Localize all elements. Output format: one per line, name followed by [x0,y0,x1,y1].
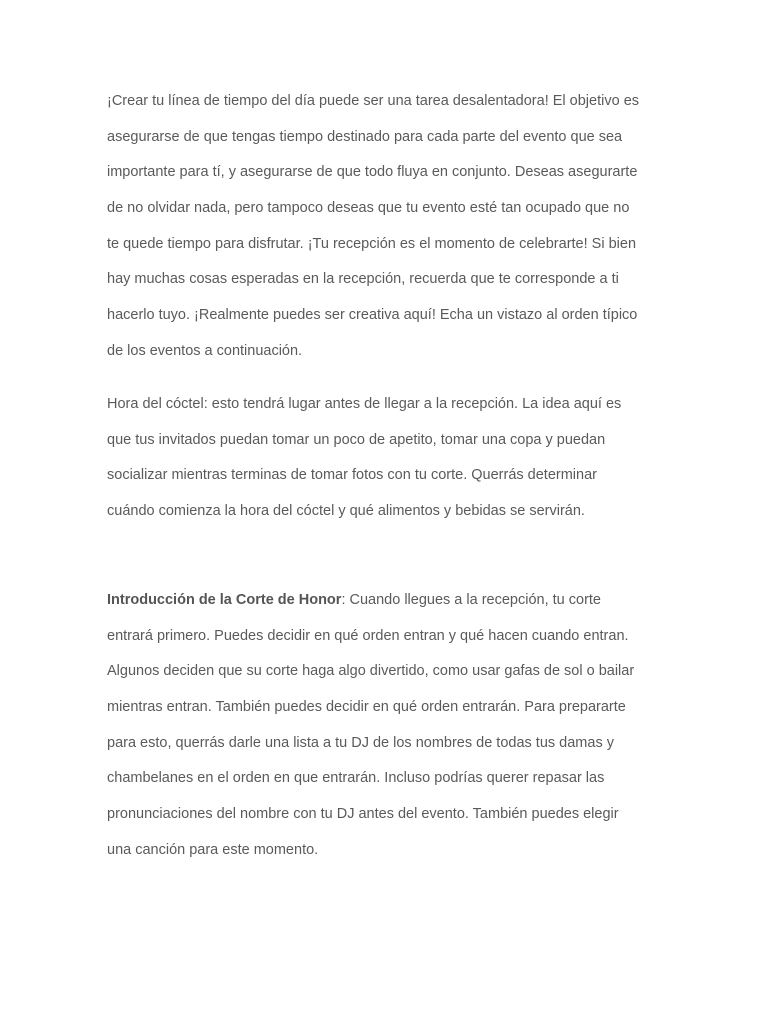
text-line: cuándo comienza la hora del cóctel y qué alimentos y bebidas se servirán. [107,503,585,520]
text-line: una canción para este momento. [107,841,319,858]
paragraph-heading: Introducción de la Corte de Honor [107,592,342,608]
text-line: de no olvidar nada, pero tampoco deseas que tu evento esté tan ocupado que no [107,200,630,217]
text-line: Algunos deciden que su corte haga algo divertido, como usar gafas de sol o bailar [107,663,635,680]
text-line: que tus invitados puedan tomar un poco de apetito, tomar una copa y puedan [107,431,606,448]
paragraph-court-introduction [107,583,634,869]
text-line [107,583,634,619]
text-line: de los eventos a continuación. [107,342,303,359]
paragraph-timeline-intro [107,84,639,370]
text-line: pronunciaciones del nombre con tu DJ antes del evento. También puedes elegir [107,806,619,823]
text-line: asegurarse de que tengas tiempo destinado para cada parte del evento que sea [107,128,623,145]
text-line: para esto, querrás darle una lista a tu DJ de los nombres de todas tus damas y [107,734,614,751]
text-line: entrará primero. Puedes decidir en qué orden entran y qué hacen cuando entran. [107,627,629,644]
heading-line-rest: : Cuando llegues a la recepción, tu corte [341,592,601,608]
text-line: te quede tiempo para disfrutar. ¡Tu recepción es el momento de celebrarte! Si bien [107,235,637,252]
text-line: mientras entran. También puedes decidir en qué orden entrarán. Para prepararte [107,699,626,716]
text-line: ¡Crear tu línea de tiempo del día puede ser una tarea desalentadora! El objetivo es [107,93,640,109]
text-line: hay muchas cosas esperadas en la recepción, recuerda que te corresponde a ti [107,271,619,288]
text-line: importante para tí, y asegurarse de que todo fluya en conjunto. Deseas asegurarte [107,164,638,181]
text-line: hacerlo tuyo. ¡Realmente puedes ser creativa aquí! Echa un vistazo al orden típico [107,307,638,324]
text-line: socializar mientras terminas de tomar fotos con tu corte. Querrás determinar [107,467,597,484]
text-line: chambelanes en el orden en que entrarán. Incluso podrías querer repasar las [107,770,605,787]
text-line: Hora del cóctel: esto tendrá lugar antes de llegar a la recepción. La idea aquí es [107,396,622,412]
paragraph-cocktail-hour [107,387,621,530]
